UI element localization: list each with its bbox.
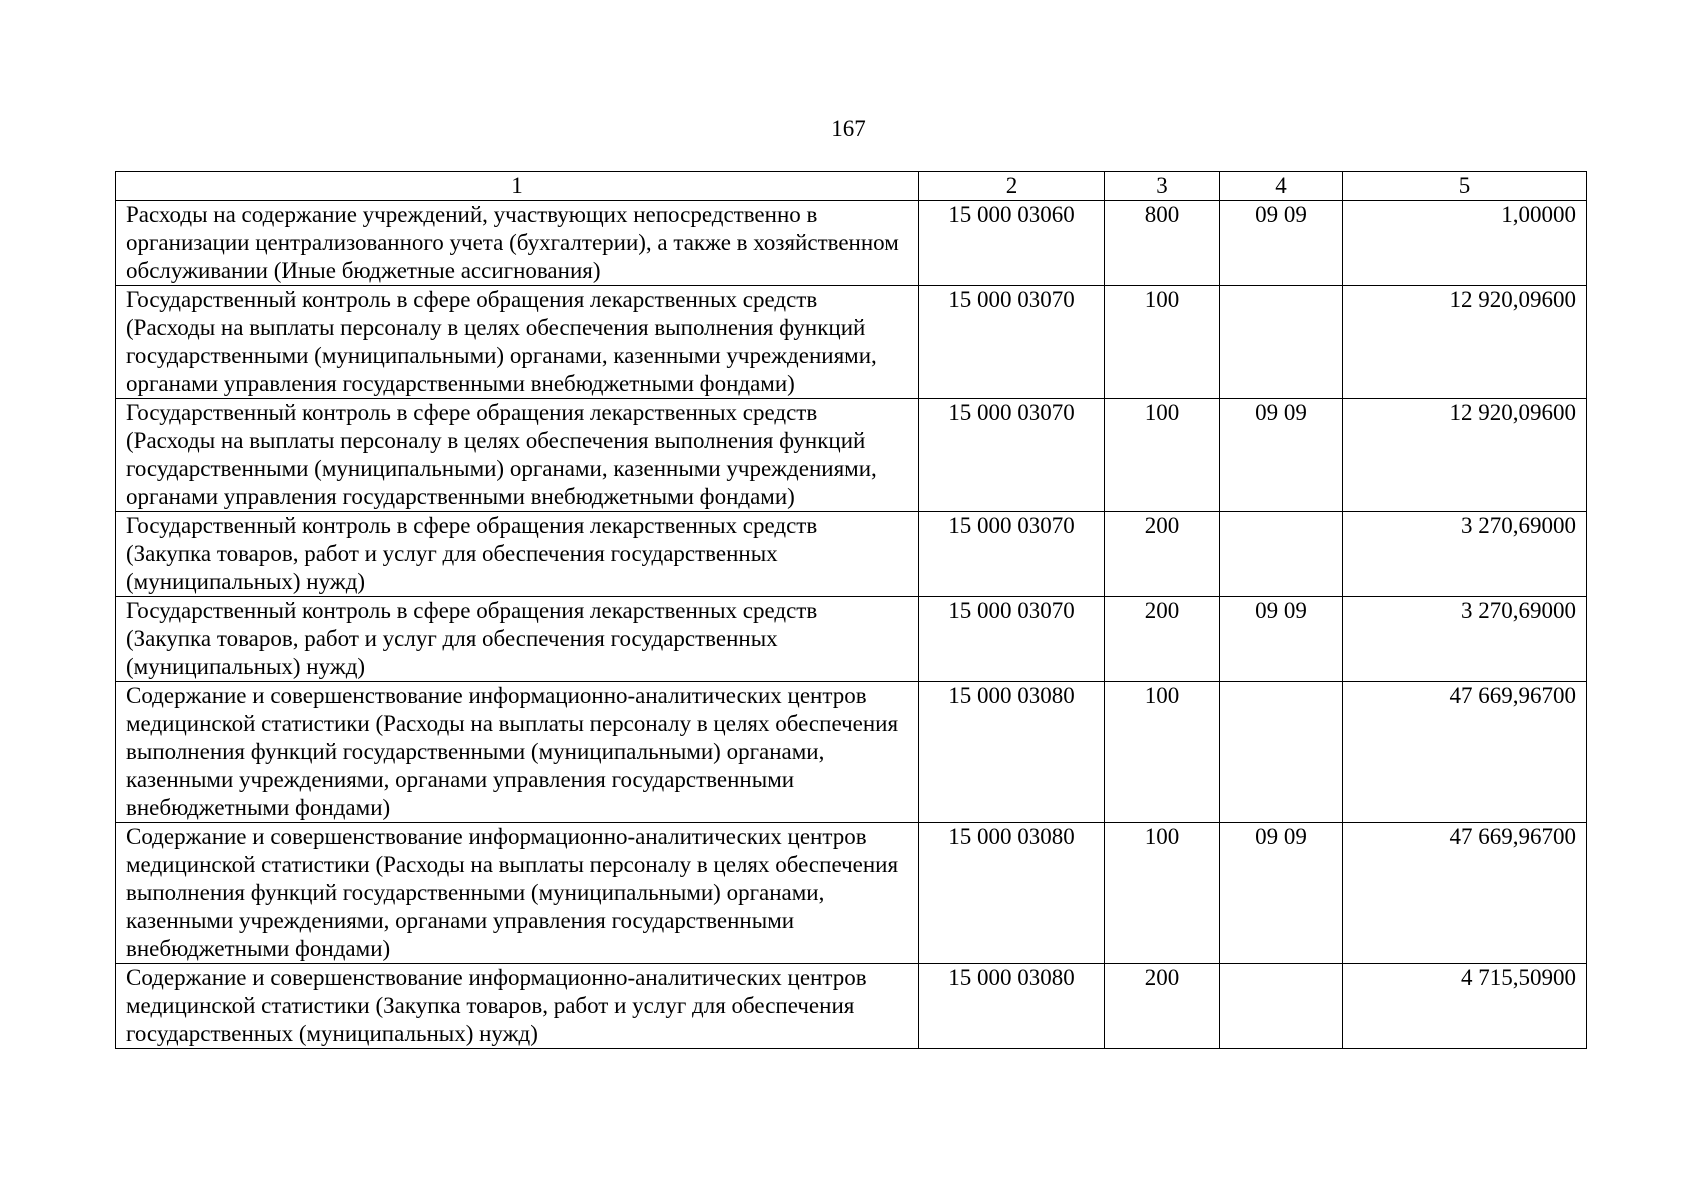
row-name: Содержание и совершенствование информационно-аналитических центров медицинской статистики (Расходы на выплаты персоналу в целях обеспечения выполнения функций государственными (муниципальными) органами, казенными учреждениями, органами управления государственными внебюджетными фондами) — [116, 682, 919, 823]
row-section: 09 09 — [1220, 597, 1343, 682]
row-type: 800 — [1105, 201, 1220, 286]
table-row — [116, 512, 1587, 597]
row-section: 09 09 — [1220, 201, 1343, 286]
column-header-name: 1 — [116, 172, 919, 201]
row-name: Государственный контроль в сфере обращения лекарственных средств (Расходы на выплаты персоналу в целях обеспечения выполнения функций государственными (муниципальными) органами, казенными учреждениями, органами управления государственными внебюджетными фондами) — [116, 399, 919, 512]
row-amount: 12 920,09600 — [1343, 286, 1587, 399]
row-section — [1220, 512, 1343, 597]
row-name: Государственный контроль в сфере обращения лекарственных средств (Расходы на выплаты персоналу в целях обеспечения выполнения функций государственными (муниципальными) органами, казенными учреждениями, органами управления государственными внебюджетными фондами) — [116, 286, 919, 399]
row-type: 100 — [1105, 823, 1220, 964]
row-section: 09 09 — [1220, 399, 1343, 512]
row-name: Содержание и совершенствование информационно-аналитических центров медицинской статистики (Расходы на выплаты персоналу в целях обеспечения выполнения функций государственными (муниципальными) органами, казенными учреждениями, органами управления государственными внебюджетными фондами) — [116, 823, 919, 964]
row-code: 15 000 03070 — [919, 597, 1105, 682]
row-code: 15 000 03060 — [919, 201, 1105, 286]
row-amount: 1,00000 — [1343, 201, 1587, 286]
budget-table — [115, 171, 1587, 1049]
row-name: Расходы на содержание учреждений, участвующих непосредственно в организации централизованного учета (бухгалтерии), а также в хозяйственном обслуживании (Иные бюджетные ассигнования) — [116, 201, 919, 286]
page-number: 167 — [831, 116, 866, 141]
column-header-type: 3 — [1105, 172, 1220, 201]
row-code: 15 000 03080 — [919, 682, 1105, 823]
row-code: 15 000 03070 — [919, 512, 1105, 597]
table-row — [116, 399, 1587, 512]
row-amount: 12 920,09600 — [1343, 399, 1587, 512]
row-amount: 47 669,96700 — [1343, 682, 1587, 823]
row-type: 200 — [1105, 512, 1220, 597]
row-name: Государственный контроль в сфере обращения лекарственных средств (Закупка товаров, работ и услуг для обеспечения государственных (муниципальных) нужд) — [116, 597, 919, 682]
table-row — [116, 201, 1587, 286]
row-type: 100 — [1105, 286, 1220, 399]
row-code: 15 000 03080 — [919, 964, 1105, 1049]
table-row — [116, 682, 1587, 823]
column-header-code: 2 — [919, 172, 1105, 201]
row-section: 09 09 — [1220, 823, 1343, 964]
row-section — [1220, 682, 1343, 823]
row-type: 100 — [1105, 682, 1220, 823]
row-name: Государственный контроль в сфере обращения лекарственных средств (Закупка товаров, работ и услуг для обеспечения государственных (муниципальных) нужд) — [116, 512, 919, 597]
row-section — [1220, 286, 1343, 399]
row-code: 15 000 03070 — [919, 286, 1105, 399]
row-amount: 4 715,50900 — [1343, 964, 1587, 1049]
column-header-section: 4 — [1220, 172, 1343, 201]
table-header-row — [116, 172, 1587, 201]
table-row — [116, 823, 1587, 964]
row-type: 200 — [1105, 964, 1220, 1049]
row-name: Содержание и совершенствование информационно-аналитических центров медицинской статистики (Закупка товаров, работ и услуг для обеспечения государственных (муниципальных) нужд) — [116, 964, 919, 1049]
table-row — [116, 597, 1587, 682]
table-row — [116, 964, 1587, 1049]
row-amount: 3 270,69000 — [1343, 512, 1587, 597]
row-amount: 3 270,69000 — [1343, 597, 1587, 682]
row-type: 200 — [1105, 597, 1220, 682]
column-header-amount: 5 — [1343, 172, 1587, 201]
row-amount: 47 669,96700 — [1343, 823, 1587, 964]
row-code: 15 000 03080 — [919, 823, 1105, 964]
row-code: 15 000 03070 — [919, 399, 1105, 512]
row-section — [1220, 964, 1343, 1049]
row-type: 100 — [1105, 399, 1220, 512]
table-row — [116, 286, 1587, 399]
